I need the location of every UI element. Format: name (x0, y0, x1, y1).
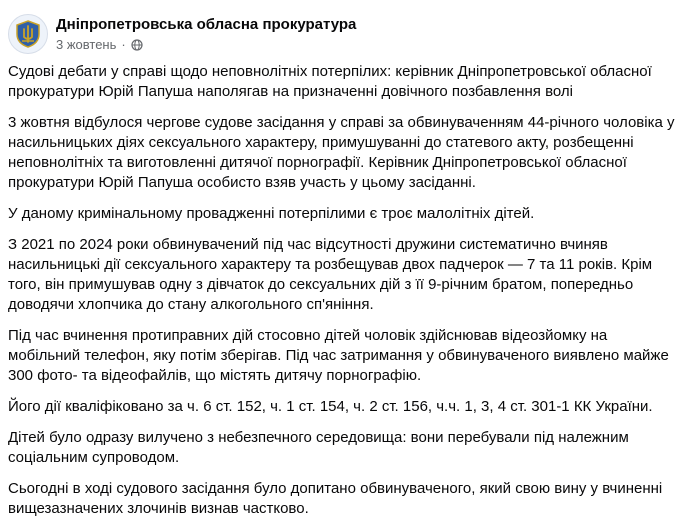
separator-dot: · (121, 37, 126, 52)
post-paragraph: З 2021 по 2024 роки обвинувачений під час відсутності дружини систематично вчиняв насильницькі дії сексуального характеру та розбещував двох падчерок — 7 та 11 років. Крім того, він примушував одну з дівчаток до сексуальних дій з її 9-річним братом, попередньо доводячи хлопчика до стану алкогольного сп'яніння. (8, 236, 653, 313)
post-date-link[interactable]: 3 жовтень (56, 37, 117, 52)
post-paragraph-title: Судові дебати у справі щодо неповнолітніх потерпілих: керівник Дніпропетровської обласної прокуратури Юрій Папуша наполягав на призначенні довічного позбавлення волі (8, 63, 652, 100)
page-avatar[interactable] (8, 14, 48, 54)
post-body (8, 62, 683, 530)
post-paragraph: Під час вчинення протиправних дій стосовно дітей чоловік здійснював відеозйомку на мобільний телефон, яку потім зберігав. Під час затримання у обвинуваченого виявлено майже 300 фото- та відеофайлів, що містять дитячу порнографію. (8, 327, 669, 384)
post-paragraph: Сьогодні в ході судового засідання було допитано обвинуваченого, який свою вину у вчиненні вищезазначених злочинів визнав частково. (8, 480, 663, 517)
globe-icon[interactable] (131, 39, 143, 51)
post-meta (56, 15, 356, 53)
post-paragraph: Його дії кваліфіковано за ч. 6 ст. 152, ч. 1 ст. 154, ч. 2 ст. 156, ч.ч. 1, 3, 4 ст. 301-1 КК України. (8, 398, 653, 415)
page-name-link[interactable]: Дніпропетровська обласна прокуратура (56, 16, 357, 33)
post-paragraph: 3 жовтня відбулося чергове судове засідання у справі за обвинуваченням 44-річного чоловіка у насильницьких діях сексуального характеру, примушуванні до статевого акту, розбещенні неповнолітніх та виготовленні дитячої порнографії. Керівник Дніпропетровської обласної прокуратури Юрій Папуша особисто взяв участь у цьому засіданні. (8, 114, 675, 191)
post-subline (56, 36, 356, 53)
prosecutor-emblem-icon (13, 19, 43, 49)
post-paragraph: У даному кримінальному провадженні потерпілими є троє малолітніх дітей. (8, 205, 535, 222)
post-paragraph: Дітей було одразу вилучено з небезпечного середовища: вони перебували під належним соціальним супроводом. (8, 429, 629, 466)
post-header (8, 10, 356, 58)
